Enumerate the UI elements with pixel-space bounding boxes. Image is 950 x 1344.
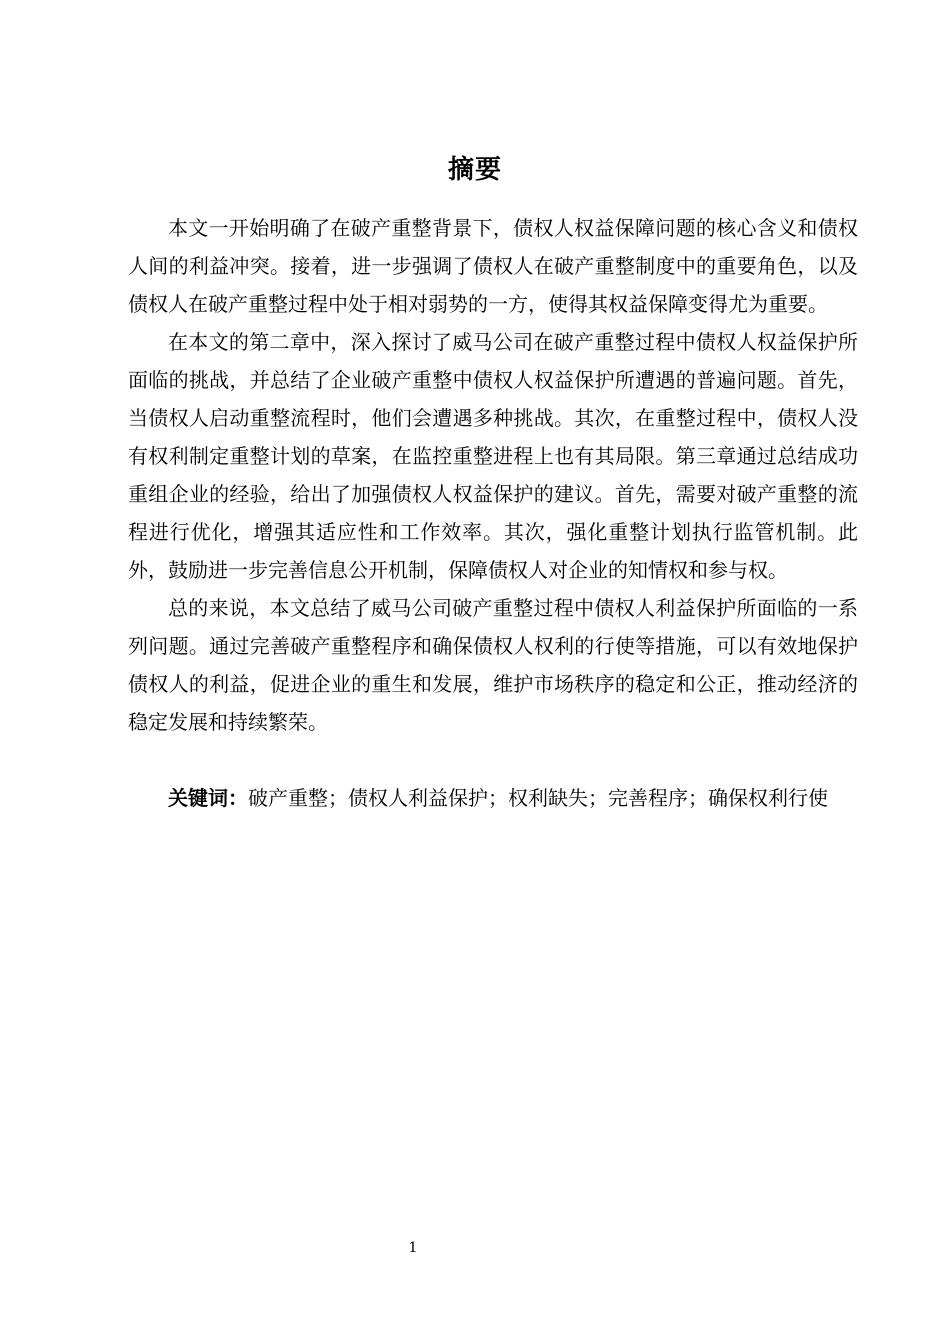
paragraph-1: 本文一开始明确了在破产重整背景下，债权人权益保障问题的核心含义和债权人间的利益冲突。接着，进一步强调了债权人在破产重整制度中的重要角色，以及债权人在破产重整过程中处于相对弱势的一方，使得其权益保障变得尤为重要。 bbox=[128, 216, 858, 316]
keywords-line bbox=[128, 779, 858, 817]
paragraph-2: 在本文的第二章中，深入探讨了威马公司在破产重整过程中债权人权益保护所面临的挑战，并总结了企业破产重整中债权人权益保护所遭遇的普遍问题。首先，当债权人启动重整流程时，他们会遭遇多种挑战。其次，在重整过程中，债权人没有权利制定重整计划的草案，在监控重整进程上也有其局限。第三章通过总结成功重组企业的经验，给出了加强债权人权益保护的建议。首先，需要对破产重整的流程进行优化，增强其适应性和工作效率。其次，强化重整计划执行监管机制。此外，鼓励进一步完善信息公开机制，保障债权人对企业的知情权和参与权。 bbox=[128, 330, 858, 582]
abstract-body bbox=[128, 209, 858, 817]
keywords-text: 破产重整；债权人利益保护；权利缺失；完善程序；确保权利行使 bbox=[248, 786, 828, 810]
page-number: 1 bbox=[408, 1240, 418, 1256]
keywords-label: 关键词： bbox=[168, 786, 248, 810]
page-title: 摘要 bbox=[447, 155, 502, 185]
paragraph-3: 总的来说，本文总结了威马公司破产重整过程中债权人利益保护所面临的一系列问题。通过完善破产重整程序和确保债权人权利的行使等措施，可以有效地保护债权人的利益，促进企业的重生和发展，维护市场秩序的稳定和公正，推动经济的稳定发展和持续繁荣。 bbox=[128, 596, 858, 734]
